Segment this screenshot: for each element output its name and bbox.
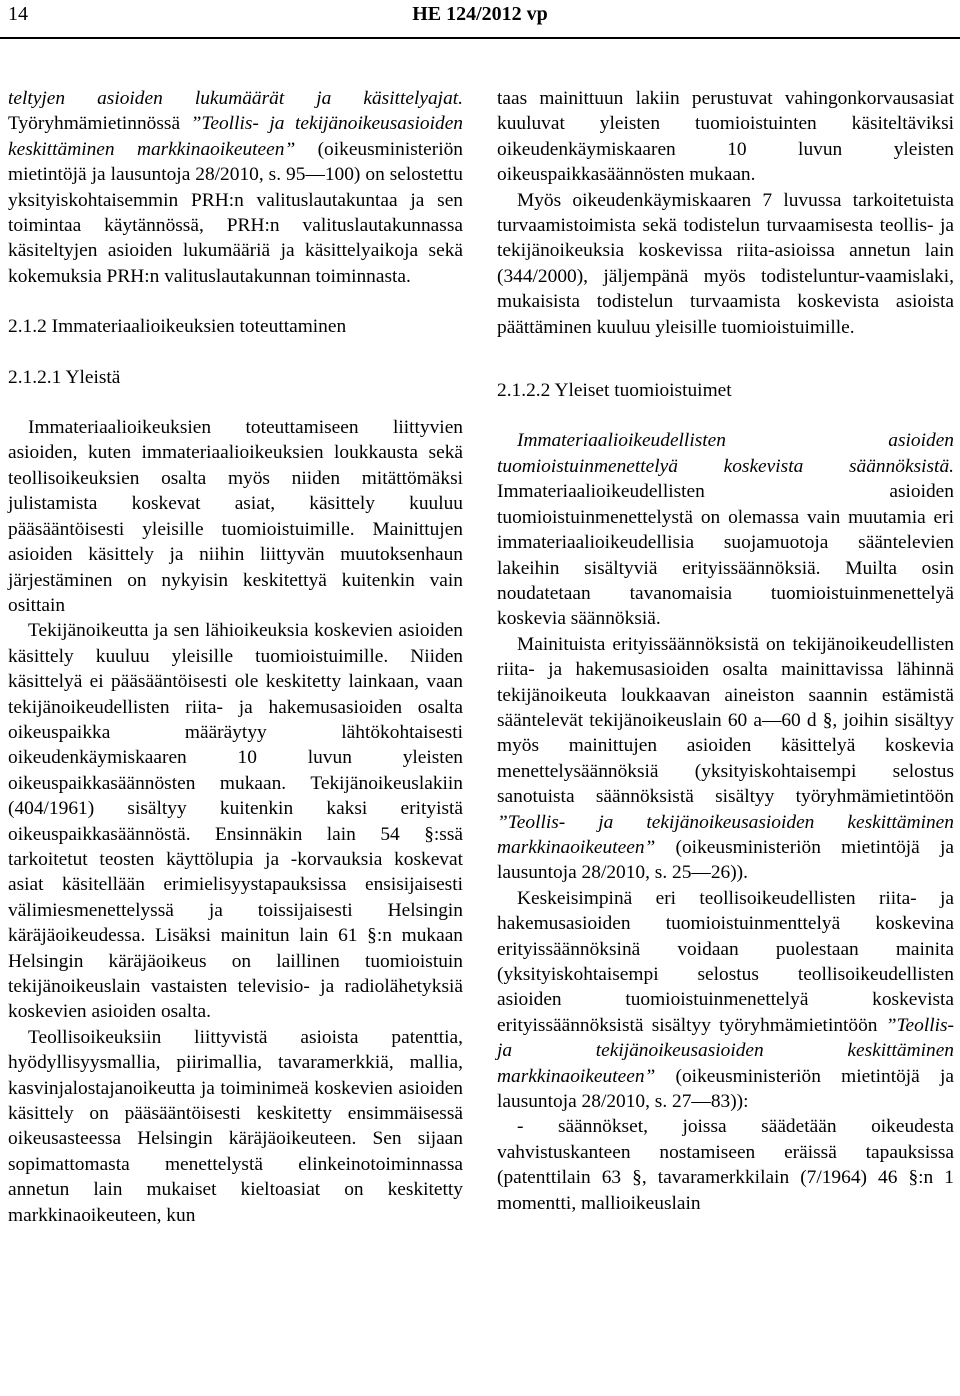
paragraph: Immateriaalioikeuksien toteuttamiseen liittyvien asioiden, kuten immateriaalioikeuksien loukkausta sekä teollisoikeuksien osalta myös niiden mitättömäksi julistamista koskevat asiat, käsittely kuuluu pääsääntöisesti yleisille tuomioistuimille. Mainittujen asioiden käsittely ja niihin liittyvän muutoksenhaun järjestäminen on nykyisin keskitettyä kuitenkin vain osittain [8,417,463,616]
report-title: ”Teollis- ja tekijänoikeusasioiden keskittäminen markkinaoikeuteen” [497,811,954,858]
paragraph: Teollisoikeuksiin liittyvistä asioista patenttia, hyödyllisyysmallia, piirimallia, tavaramerkkiä, mallia, kasvinjalostajanoikeutta ja toiminimeä koskevien asioiden käsittely on pääsääntöisesti keskitetty ensimmäisessä oikeusasteessa Helsingin käräjäoikeuteen. Sen sijaan sopimattomasta menettelystä elinkeinotoiminnassa annetun lain mukaiset kieltoasiat on keskitetty markkinaoikeuteen, kun [8,1026,463,1226]
paragraph-text: Immateriaalioikeudellisten asioiden tuomioistuinmenettelystä on olemassa vain muutamia eri immateriaalioikeudellisia suojamuotoja sääntelevien lakeihin sisältyviä erityissäännöksiä. Muilta osin noudatetaan tavanomaisia tuomioistuinmenettelyä koskevia säännöksiä. [497,481,954,630]
paragraph-text: (oikeusministeriön mietintöjä ja lausuntoja 28/2010, s. 95—100) on selostettu yksityiskohtaisemmin PRH:n valituslautakuntaa ja sen toimintaa käytännössä, PRH:n valituslautakunnassa käsiteltyjen asioiden lukumääriä ja käsittelyaikoja sekä kokemuksia PRH:n valituslautakunnan toiminnasta. [8,138,463,287]
paragraph: Myös oikeudenkäymiskaaren 7 luvussa tarkoitetuista turvaamistoimista sekä todistelun turvaamisesta teollis- ja tekijänoikeuksia koskevissa riita-asioissa annetun lain (344/2000), jäljempänä myös todisteluntur-vaamislaki, mukaisista todistelun turvaamista koskevista asioista päättäminen kuuluu yleisille tuomioistuimille. [497,189,954,338]
paragraph-heading: Immateriaalioikeudellisten asioiden tuomioistuinmenettelyä koskevista säännöksistä. [497,430,954,477]
report-title: ”Teollis- ja tekijänoikeusasioiden keskittäminen markkinaoikeuteen” [497,1014,954,1087]
header-rule [0,37,960,39]
paragraph [497,886,954,1115]
left-column [8,86,463,1228]
paragraph: taas mainittuun lakiin perustuvat vahingonkorvausasiat kuuluvat yleisten tuomioistuinten käsiteltäviksi oikeudenkäymiskaaren 10 luvun yleisten oikeuspaikkasäännösten mukaan. [497,88,954,186]
paragraph [8,86,463,289]
subsection-heading: 2.1.2.1 Yleistä [8,366,121,388]
report-title: ”Teollis- ja tekijänoikeusasioiden keskittäminen markkinaoikeuteen” [8,113,464,160]
paragraph-text: teltyjen asioiden lukumäärät ja käsittelyajat. [8,88,463,109]
paragraph [497,632,954,886]
paragraph-text: Työryhmämietinnössä [8,113,191,135]
paragraph-text: (oikeusministeriön mietintöjä ja lausuntoja 28/2010, s. 27—83)): [497,1065,954,1113]
right-column [497,86,954,1216]
paragraph: Tekijänoikeutta ja sen lähioikeuksia koskevien asioiden käsittely kuuluu yleisille tuomioistuimille. Niiden käsittelyä ei pääsääntöisesti ole keskitetty lainkaan, vaan tekijänoikeudellisten riita- ja hakemusasioiden osalta oikeuspaikka määräytyy lähtökohtaisesti oikeudenkäymiskaaren 10 luvun yleisten oikeuspaikkasäännösten mukaan. Tekijänoikeuslakiin (404/1961) sisältyy kuitenkin kaksi erityistä oikeuspaikkasäännöstä. Ensinnäkin lain 54 §:ssä tarkoitetut teosten käyttölupia ja -korvauksia koskevat asiat käsitellään erimielisyystapauksissa ensisijaisesti välimiesmenettelyssä ja toissijaisesti Helsingin käräjäoikeudessa. Lisäksi mainitun lain 61 §:n mukaan Helsingin käräjäoikeus on laillinen tuomioistuin tekijänoikeuslain vastaisten televisio- ja radiolähetyksiä koskevien asioiden osalta. [8,620,463,1023]
paragraph [497,428,954,631]
section-heading: 2.1.2 Immateriaalioikeuksien toteuttaminen [8,316,347,338]
page-number: 14 [8,3,28,25]
subsection-heading: 2.1.2.2 Yleiset tuomioistuimet [497,380,732,402]
paragraph-text: (oikeusministeriön mietintöjä ja lausuntoja 28/2010, s. 25—26)). [497,836,954,884]
paragraph-text: Keskeisimpinä eri teollisoikeudellisten riita- ja hakemusasioiden tuomioistuinmenttelyä koskevina erityissäännöksinä voidaan puolestaan mainita (yksityiskohtaisempi selostus teollisoikeudellisten asioiden tuomioistuinmenettelyä koskevista erityissäännöksistä sisältyy työryhmämietintöön [497,887,954,1036]
paragraph-text: Mainituista erityissäännöksistä on tekijänoikeudellisten riita- ja hakemusasioiden osalta mainittavissa lähinnä tekijänoikeuta loukkaavan aineiston saannin estämistä sääntelevät tekijänoikeuslain 60 a—60 d §, joihin sisältyy myös mainittujen asioiden käsittelyä koskevia menettelysäännöksiä (yksityiskohtaisempi selostus sanotuista säännöksistä sisältyy työryhmämietintöön [497,633,954,808]
page-header [0,0,960,40]
document-id: HE 124/2012 vp [412,3,548,25]
list-item: - säännökset, joissa säädetään oikeudesta vahvistuskanteen nostamiseen eräissä tapauksissa (patenttilain 63 §, tavaramerkkilain (7/1964) 46 §:n 1 momentti, mallioikeuslain [497,1116,954,1214]
